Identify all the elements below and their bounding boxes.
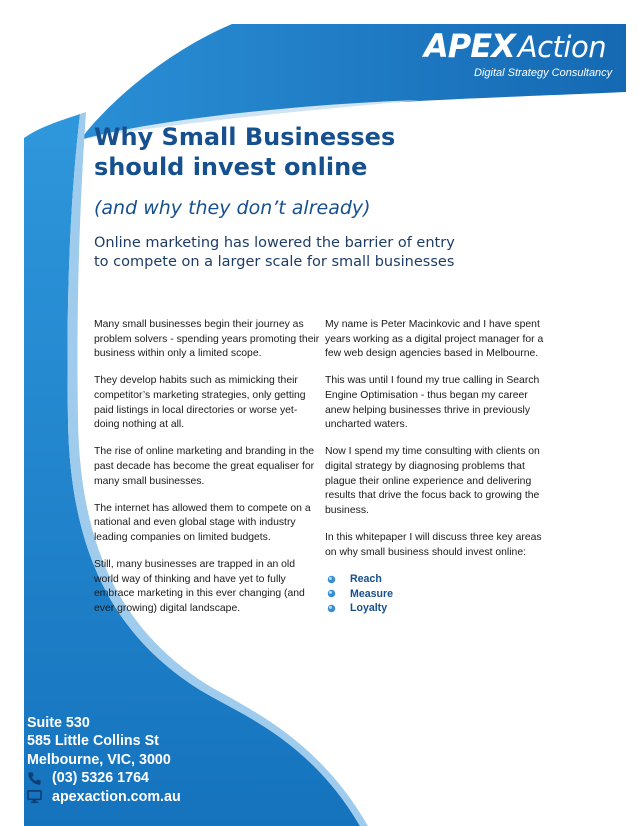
phone-line [27,769,181,787]
contact-block [27,714,181,806]
page-subtitle: (and why they don’t already) [94,197,371,219]
right-paragraph: Now I spend my time consulting with clients on digital strategy by diagnosing problems that plague their online experience and delivering results that drive the focus back to growing the business. [325,446,540,516]
logo-tagline: Digital Strategy Consultancy [474,67,613,79]
address-street: 585 Little Collins St [27,733,159,750]
brand-logo [424,27,614,82]
left-column [94,318,320,629]
list-item [325,587,551,601]
left-paragraph: The rise of online marketing and branding in the past decade has become the great equaliser for many small businesses. [94,446,315,487]
bullet-label: Loyalty [350,601,388,614]
computer-monitor-icon [27,789,42,804]
right-column [325,318,551,616]
right-paragraph: In this whitepaper I will discuss three key areas on why small business should invest online: [325,531,542,558]
address-suite: Suite 530 [27,715,90,731]
bullet-icon [327,589,336,598]
website-link[interactable]: apexaction.com.au [52,788,181,805]
bullet-label: Reach [350,573,382,586]
right-paragraph: My name is Peter Macinkovic and I have spent years working as a digital project manager for a few web design agencies based in Melbourne. [325,319,544,360]
address-city: Melbourne, VIC, 3000 [27,751,171,768]
bullet-icon [327,604,336,613]
page-title [94,122,514,182]
bullet-icon [327,575,336,584]
phone-icon [27,771,42,786]
phone-number: (03) 5326 1764 [52,770,149,787]
website-line [27,788,181,806]
bullet-label: Measure [350,587,393,600]
left-paragraph: The internet has allowed them to compete on a national and even global stage with industry leading companies on limited budgets. [94,502,311,543]
logo-action-text: Action [517,30,607,64]
title-line-2: should invest online [94,153,368,181]
list-item [325,573,551,587]
intro-text [94,234,494,272]
left-paragraph: Many small businesses begin their journey as problem solvers - spending years promoting their business within only a limited scope. [94,319,320,360]
list-item [325,601,551,615]
logo-apex-text: APEX [424,27,515,65]
key-areas-list [325,573,551,616]
right-paragraph: This was until I found my true calling in Search Engine Optimisation - thus began my career anew helping businesses thrive in previously uncharted waters. [325,375,540,431]
intro-line-2: to compete on a larger scale for small businesses [94,254,455,270]
left-paragraph: Still, many businesses are trapped in an old world way of thinking and have yet to fully embrace marketing in this ever changing (and ever growing) digital landscape. [94,559,305,614]
intro-line-1: Online marketing has lowered the barrier of entry [94,235,455,251]
left-paragraph: They develop habits such as mimicking their competitor’s marketing strategies, only getting paid listings in local directories or worse yet-doing nothing at all. [94,375,306,431]
title-line-1: Why Small Businesses [94,123,396,151]
